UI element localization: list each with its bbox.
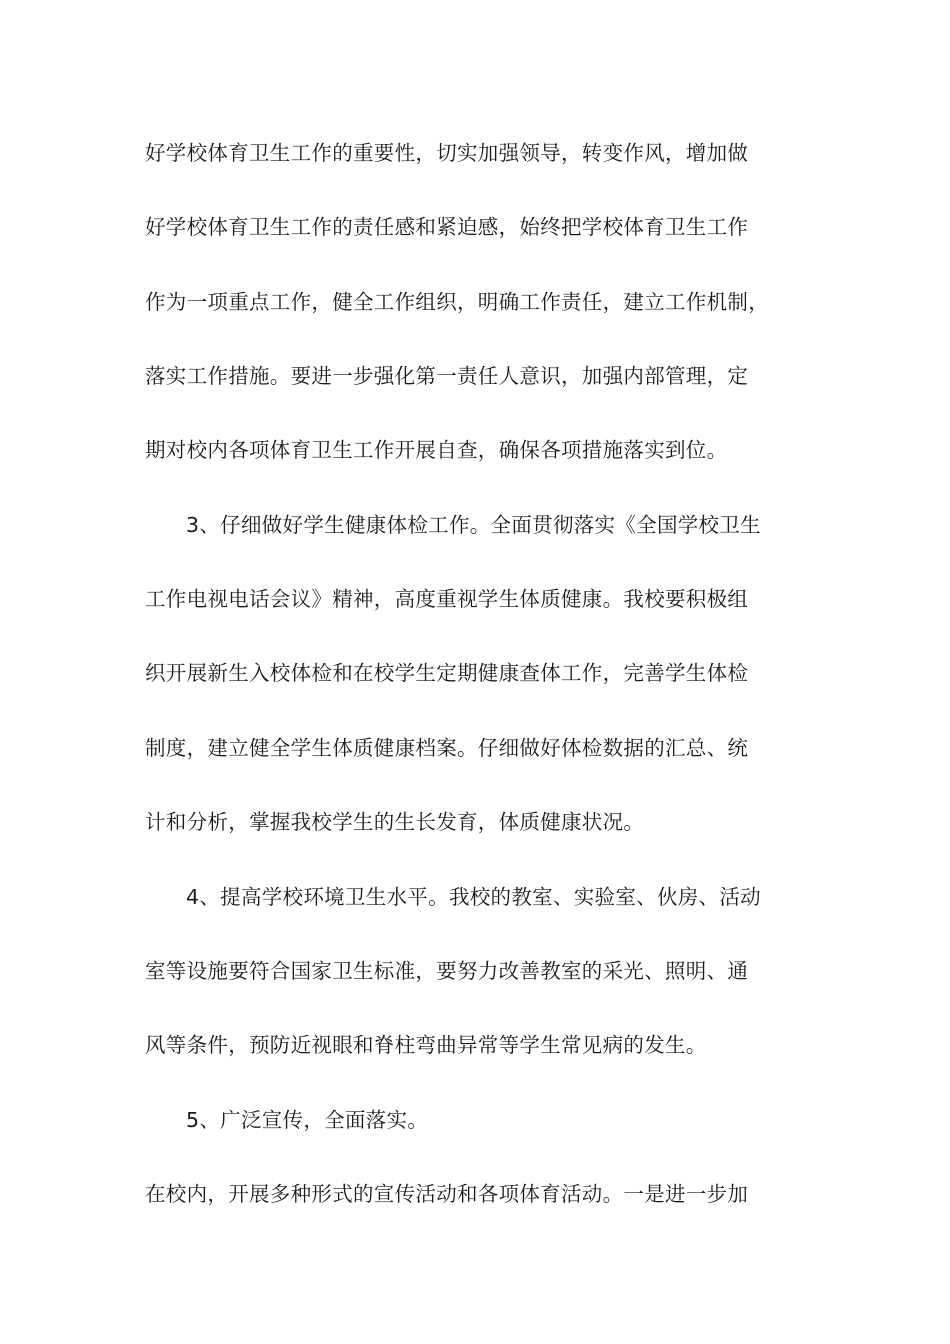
- text-line-9: 制度，建立健全学生体质健康档案。仔细做好体检数据的汇总、统: [145, 736, 749, 760]
- text-line-4: 落实工作措施。要进一步强化第一责任人意识，加强内部管理，定: [145, 364, 749, 388]
- text-line-15: 在校内，开展多种形式的宣传活动和各项体育活动。一是进一步加: [145, 1182, 749, 1206]
- text-line-8: 织开展新生入校体检和在校学生定期健康查体工作，完善学生体检: [145, 661, 749, 685]
- text-line-7: 工作电视电话会议》精神，高度重视学生体质健康。我校要积极组: [145, 587, 749, 611]
- text-line-13: 风等条件，预防近视眼和脊柱弯曲异常等学生常见病的发生。: [145, 1033, 707, 1057]
- text-line-2: 好学校体育卫生工作的责任感和紧迫感，始终把学校体育卫生工作: [145, 215, 749, 239]
- text-line-10: 计和分析，掌握我校学生的生长发育，体质健康状况。: [145, 810, 645, 834]
- paragraph-3-first-line: 3、仔细做好学生健康体检工作。全面贯彻落实《全国学校卫生: [186, 513, 761, 537]
- paragraph-5-heading: 5、广泛宣传，全面落实。: [186, 1108, 429, 1132]
- text-line-12: 室等设施要符合国家卫生标准，要努力改善教室的采光、照明、通: [145, 959, 749, 983]
- paragraph-4-first-line: 4、提高学校环境卫生水平。我校的教室、实验室、伙房、活动: [186, 885, 761, 909]
- text-line-5: 期对校内各项体育卫生工作开展自查，确保各项措施落实到位。: [145, 438, 728, 462]
- text-line-1: 好学校体育卫生工作的重要性，切实加强领导，转变作风，增加做: [145, 141, 749, 165]
- text-line-3: 作为一项重点工作，健全工作组织，明确工作责任，建立工作机制，: [145, 290, 769, 314]
